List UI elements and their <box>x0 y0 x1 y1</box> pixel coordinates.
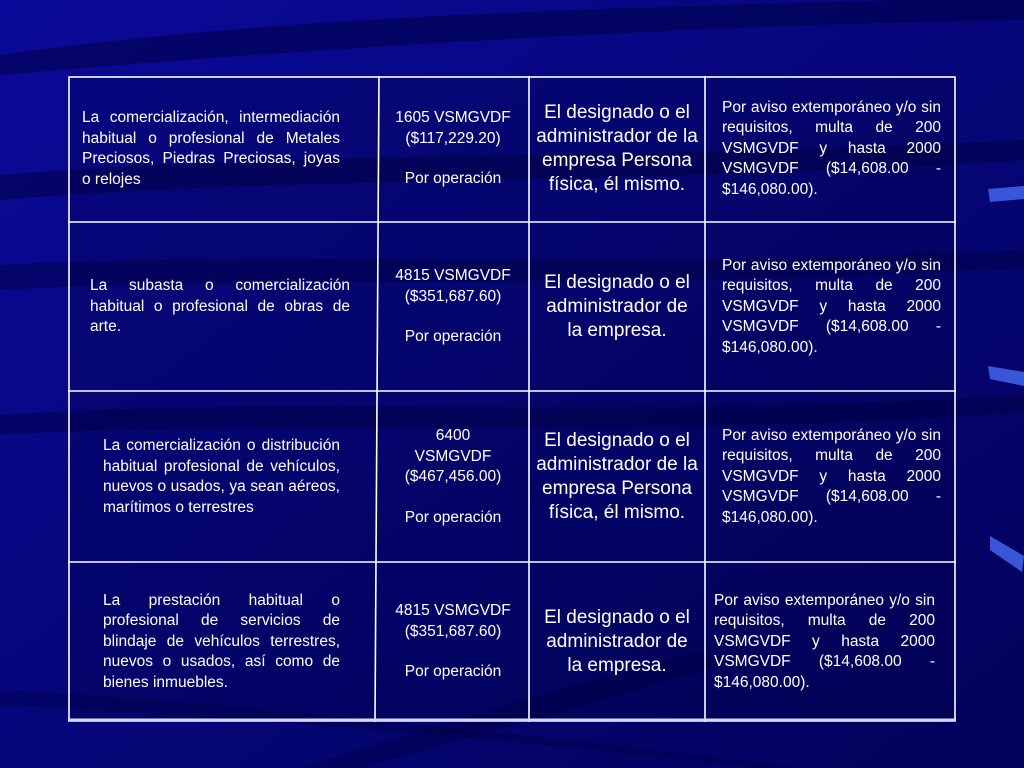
per-operation-label: Por operación <box>404 508 502 526</box>
activity-cell <box>82 76 340 222</box>
threshold-amount: 6400 <box>435 427 471 444</box>
responsible-cell <box>532 392 702 562</box>
penalty-cell <box>722 76 941 222</box>
activity-cell <box>103 392 340 562</box>
penalty-text: Por aviso extemporáneo y/o sin requisitos, multa de 200 VSMGVDF y hasta 2000 VSMGVDF ($14,608.00 - $146,080.00). <box>722 98 941 198</box>
penalty-cell <box>722 223 941 391</box>
thresholds-table <box>68 76 956 722</box>
activity-text: La comercialización, intermediación habitual o profesional de Metales Preciosos, Piedras Preciosas, joyas o relojes <box>82 109 340 188</box>
responsible-text: El designado o el administrador de la empresa Persona física, él mismo. <box>536 102 698 195</box>
edge-accent-3 <box>990 536 1024 572</box>
threshold-amount: 4815 VSMGVDF <box>395 267 511 285</box>
threshold-cell <box>377 563 529 721</box>
threshold-value: ($351,687.60) <box>404 287 502 305</box>
responsible-text: El designado o el administrador de la empresa. <box>544 272 690 341</box>
threshold-amount: 1605 VSMGVDF <box>395 109 511 127</box>
per-operation-label: Por operación <box>404 663 502 681</box>
responsible-cell <box>540 563 694 721</box>
penalty-cell <box>722 392 941 562</box>
activity-cell <box>90 223 350 391</box>
activity-text: La comercialización o distribución habitual profesional de vehículos, nuevos o usados, ya sean aéreos, marítimos o terrestres <box>103 437 340 516</box>
per-operation-label: Por operación <box>404 170 502 188</box>
responsible-text: El designado o el administrador de la empresa. <box>544 607 690 676</box>
activity-text: La subasta o comercialización habitual o profesional de obras de arte. <box>90 277 350 336</box>
penalty-text: Por aviso extemporáneo y/o sin requisitos, multa de 200 VSMGVDF y hasta 2000 VSMGVDF ($14,608.00 - $146,080.00). <box>714 591 935 691</box>
responsible-cell <box>540 223 694 391</box>
threshold-value: ($351,687.60) <box>404 622 502 640</box>
threshold-cell <box>377 223 529 391</box>
edge-accent-2 <box>988 364 1024 386</box>
per-operation-label: Por operación <box>404 328 502 346</box>
threshold-cell <box>377 392 529 562</box>
responsible-text: El designado o el administrador de la empresa Persona física, él mismo. <box>536 430 698 523</box>
activity-cell <box>103 563 340 721</box>
threshold-cell <box>377 76 529 222</box>
responsible-cell <box>532 76 702 222</box>
edge-accent-1 <box>988 186 1024 202</box>
penalty-text: Por aviso extemporáneo y/o sin requisitos, multa de 200 VSMGVDF y hasta 2000 VSMGVDF ($14,608.00 - $146,080.00). <box>722 256 941 356</box>
threshold-value: ($467,456.00) <box>404 468 502 485</box>
activity-text: La prestación habitual o profesional de servicios de blindaje de vehículos terrestres, nuevos o usados, así como de bienes inmuebles. <box>103 591 340 691</box>
penalty-cell <box>714 563 935 721</box>
threshold-value: ($117,229.20) <box>405 129 501 147</box>
threshold-unit: VSMGVDF <box>414 447 492 465</box>
threshold-amount: 4815 VSMGVDF <box>395 602 511 620</box>
penalty-text: Por aviso extemporáneo y/o sin requisitos, multa de 200 VSMGVDF y hasta 2000 VSMGVDF ($14,608.00 - $146,080.00). <box>722 426 941 526</box>
